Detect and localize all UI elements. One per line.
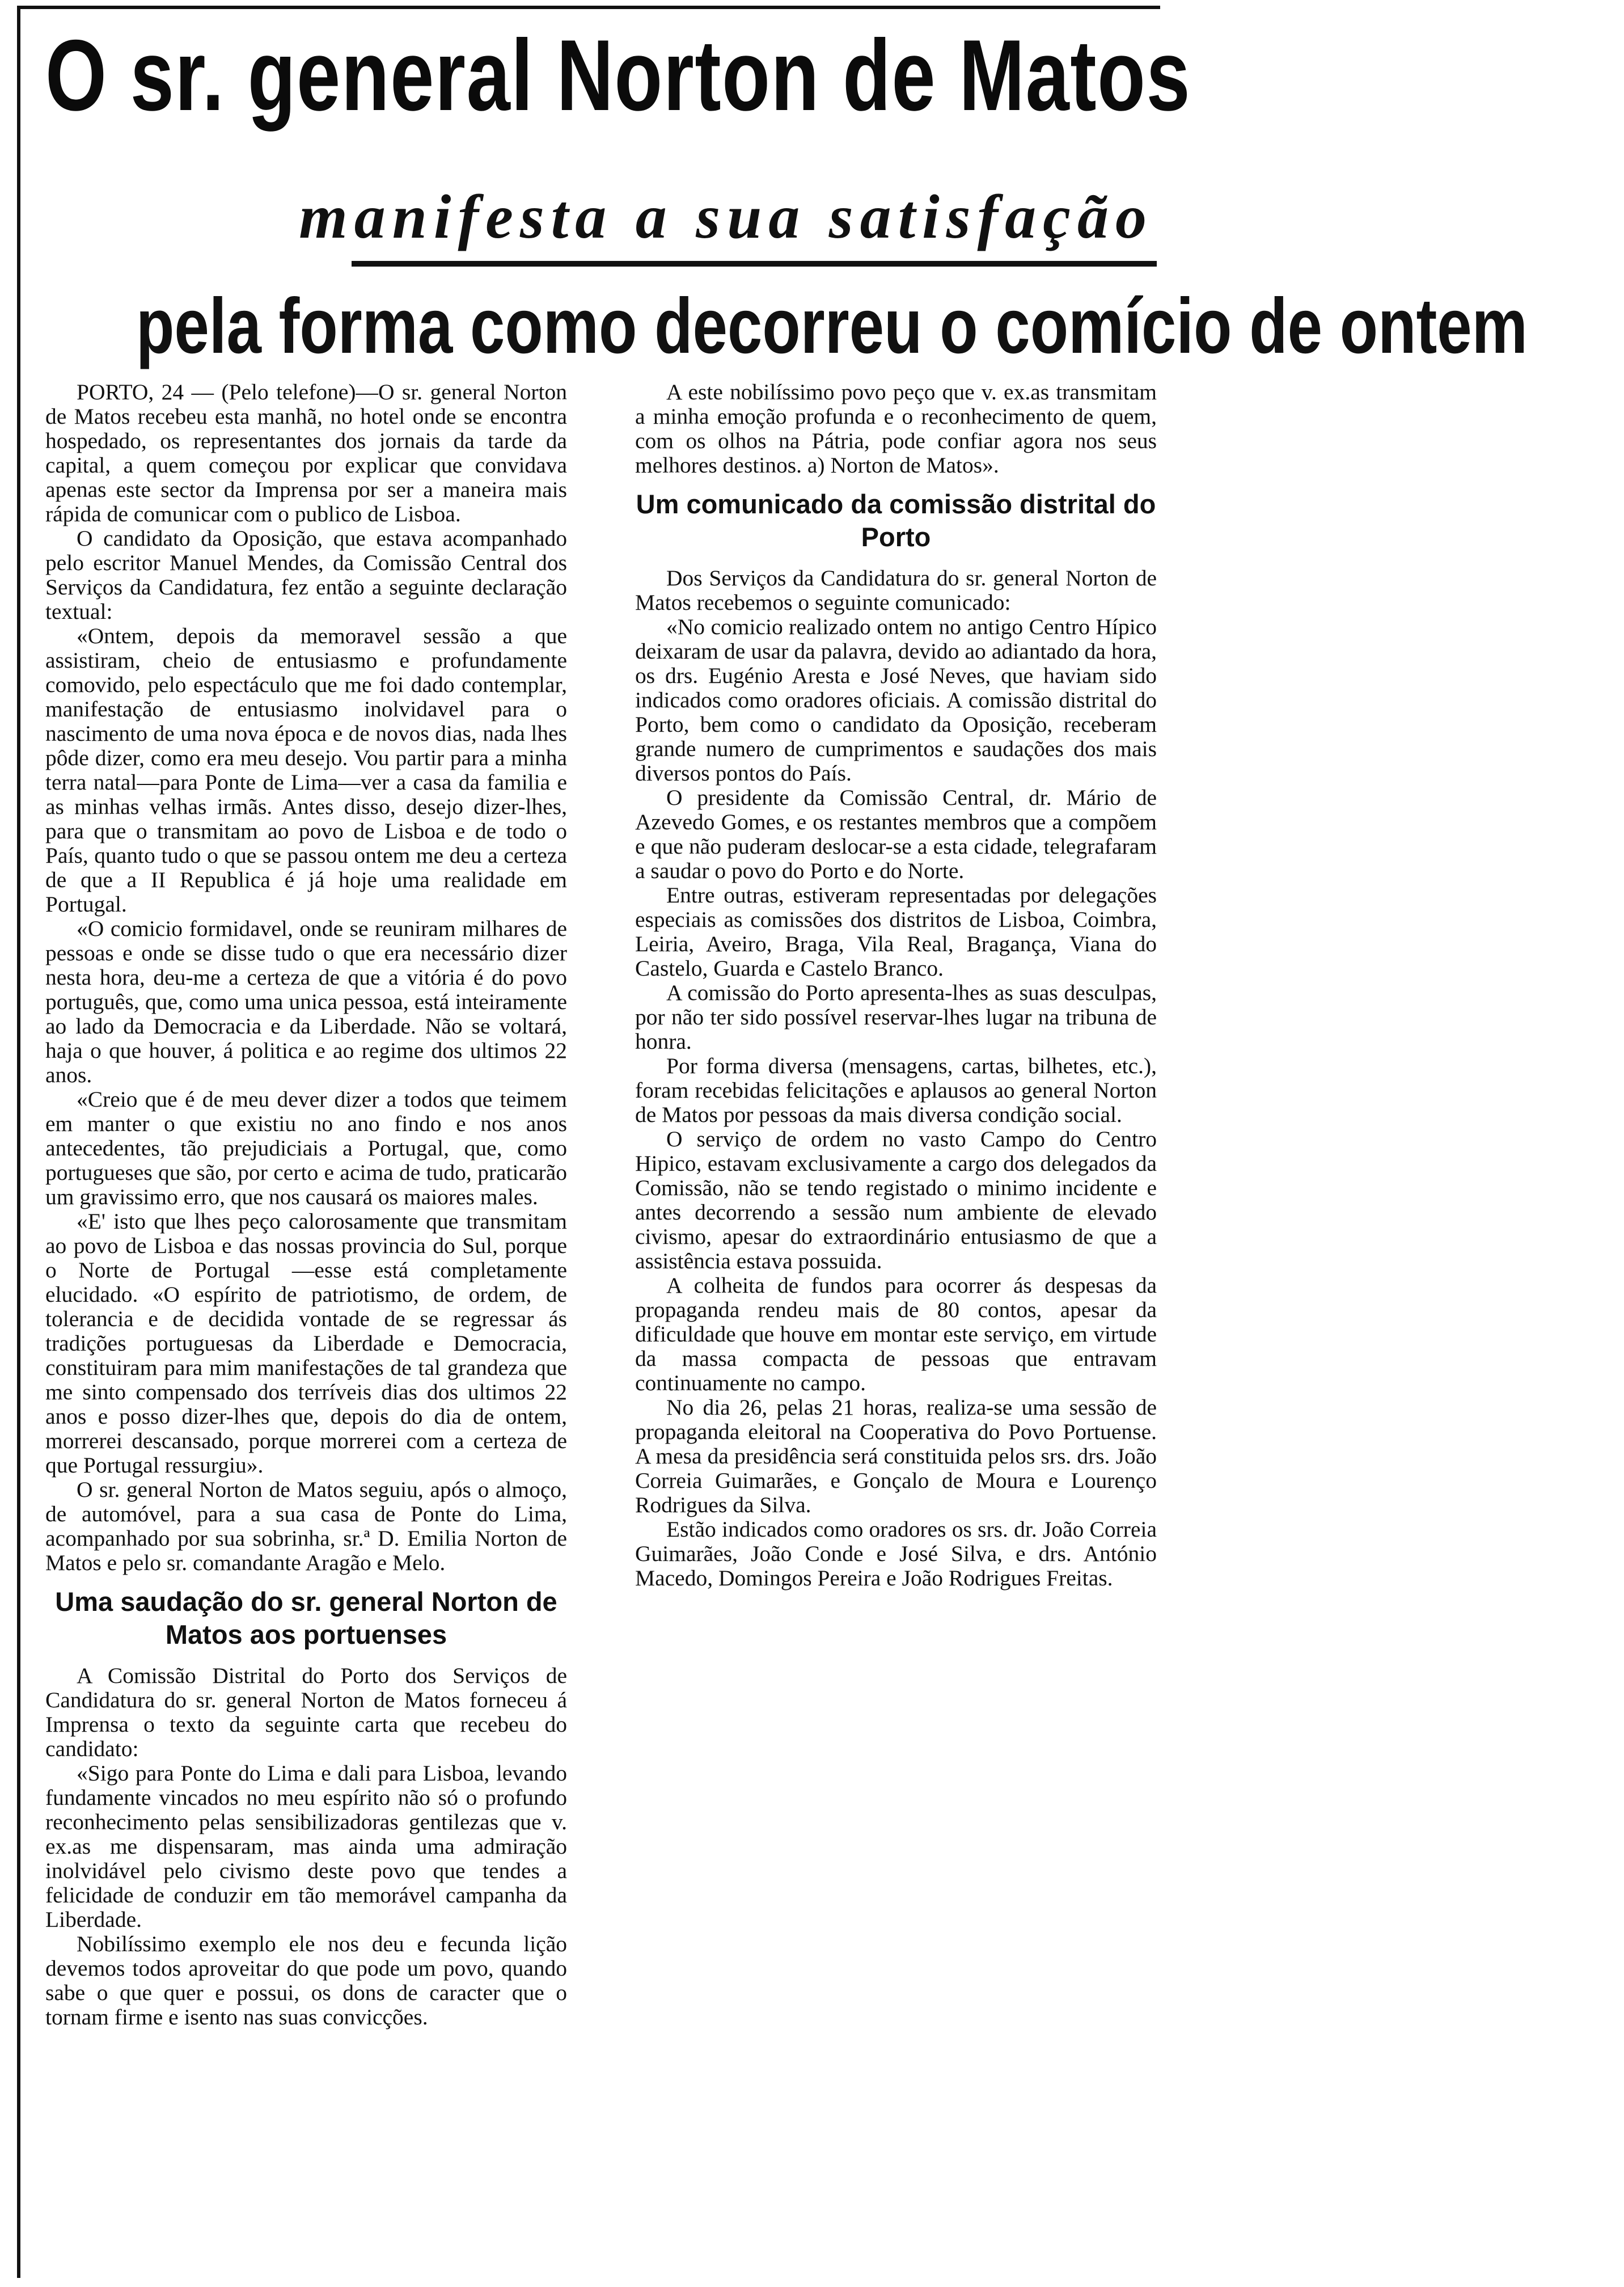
- headline: O sr. general Norton de Matos: [45, 19, 1191, 132]
- paragraph: O serviço de ordem no vasto Campo do Centro Hipico, estavam exclusivamente a cargo dos delegados da Comissão, não se tendo registado o minimo incidente e antes decorrendo a sessão num ambiente de elevado civismo, apesar do extraordinário entusiasmo de que a assistência estava possuida.: [635, 1126, 1157, 1273]
- paragraph: O sr. general Norton de Matos seguiu, após o almoço, de automóvel, para a sua casa de Ponte do Lima, acompanhado por sua sobrinha, sr.ª D. Emilia Norton de Matos e pelo sr. comandante Aragão e Melo.: [45, 1477, 567, 1575]
- paragraph: Por forma diversa (mensagens, cartas, bilhetes, etc.), foram recebidas felicitações e aplausos ao general Norton de Matos por pessoas da mais diversa condição social.: [635, 1053, 1157, 1127]
- paragraph: O presidente da Comissão Central, dr. Mário de Azevedo Gomes, e os restantes membros que a compõem e que não puderam deslocar-se a esta cidade, telegrafaram a saudar o povo do Porto e do Norte.: [635, 785, 1157, 883]
- paragraph: No dia 26, pelas 21 horas, realiza-se uma sessão de propaganda eleitoral na Cooperativa do Povo Portuense. A mesa da presidência será constituida pelos srs. drs. João Correia Guimarães, e Gonçalo de Moura e Lourenço Rodrigues da Silva.: [635, 1395, 1157, 1517]
- left-column: [45, 380, 567, 2029]
- paragraph: Entre outras, estiveram representadas por delegações especiais as comissões dos distritos de Lisboa, Coimbra, Leiria, Aveiro, Braga, Vila Real, Bragança, Viana do Castelo, Guarda e Castelo Branco.: [635, 883, 1157, 981]
- paragraph: A colheita de fundos para ocorrer ás despesas da propaganda rendeu mais de 80 contos, apesar da dificuldade que houve em montar este serviço, em virtude da massa compacta de pessoas que entravam continuamente no campo.: [635, 1273, 1157, 1395]
- section-heading: Um comunicado da comissão distrital do Porto: [636, 489, 1156, 552]
- paragraph: O candidato da Oposição, que estava acompanhado pelo escritor Manuel Mendes, da Comissão Central dos Serviços da Candidatura, fez então a seguinte declaração textual:: [45, 526, 567, 624]
- paragraph: A comissão do Porto apresenta-lhes as suas desculpas, por não ter sido possível reservar-lhes lugar na tribuna de honra.: [635, 980, 1157, 1054]
- paragraph: «Creio que é de meu dever dizer a todos que teimem em manter o que existiu no ano findo e nos anos antecedentes, tão prejudiciais a Portugal, que, como portugueses que são, por certo e acima de tudo, praticarão um gravissimo erro, que nos causará os maiores males.: [45, 1087, 567, 1209]
- section-heading: Uma saudação do sr. general Norton de Matos aos portuenses: [55, 1586, 557, 1649]
- deck: pela forma como decorreu o comício de ontem: [136, 282, 1528, 370]
- paragraph: «O comicio formidavel, onde se reuniram milhares de pessoas e onde se disse tudo o que era necessário dizer nesta hora, deu-me a certeza de que a vitória é do povo português, que, como uma unica pessoa, está inteiramente ao lado da Democracia e da Liberdade. Não se voltará, haja o que houver, á politica e ao regime dos ultimos 22 anos.: [45, 916, 567, 1087]
- paragraph: «E' isto que lhes peço calorosamente que transmitam ao povo de Lisboa e das nossas provincia do Sul, porque o Norte de Portugal —esse está completamente elucidado. «O espírito de patriotismo, de ordem, de tolerancia e de decidida vontade de se regressar ás tradições portuguesas da Liberdade e Democracia, constituiram para mim manifestações de tal grandeza que me sinto compensado dos terríveis dias dos ultimos 22 anos e posso dizer-lhes que, depois do dia de ontem, morrerei descansado, porque morrerei com a certeza de que Portugal ressurgiu».: [45, 1209, 567, 1478]
- paragraph: Nobilíssimo exemplo ele nos deu e fecunda lição devemos todos aproveitar do que pode um povo, quando sabe o que quer e possui, os dons de caracter que o tornam firme e isento nas suas convicções.: [45, 1931, 567, 2029]
- paragraph: «Ontem, depois da memoravel sessão a que assistiram, cheio de entusiasmo e profundamente comovido, pelo espectáculo que me foi dado contemplar, manifestação de entusiasmo inolvidavel para o nascimento de uma nova época e de novos dias, nada lhes pôde dizer, como era meu desejo. Vou partir para a minha terra natal—para Ponte de Lima—ver a casa da familia e as minhas velhas irmãs. Antes disso, desejo dizer-lhes, para que o transmitam ao povo de Lisboa e de todo o País, quanto tudo o que se passou ontem me deu a certeza de que a II Republica é já hoje uma realidade em Portugal.: [45, 623, 567, 917]
- headline-rule: [352, 261, 1157, 267]
- subheadline: manifesta a sua satisfação: [299, 182, 1153, 251]
- paragraph: «No comicio realizado ontem no antigo Centro Hípico deixaram de usar da palavra, devido ao adiantado da hora, os drs. Eugénio Aresta e José Neves, que haviam sido indicados como oradores oficiais. A comissão distrital do Porto, bem como o candidato da Oposição, receberam grande numero de cumprimentos e saudações dos mais diversos pontos do País.: [635, 614, 1157, 786]
- paragraph: Dos Serviços da Candidatura do sr. general Norton de Matos recebemos o seguinte comunicado:: [635, 566, 1157, 615]
- paragraph: Estão indicados como oradores os srs. dr. João Correia Guimarães, João Conde e José Silva, e drs. António Macedo, Domingos Pereira e João Rodrigues Freitas.: [635, 1517, 1157, 1590]
- right-column: [635, 380, 1157, 1590]
- paragraph: «Sigo para Ponte do Lima e dali para Lisboa, levando fundamente vincados no meu espírito não só o profundo reconhecimento pelas sensibilizadoras gentilezas que v. ex.as me dispensaram, mas ainda uma admiração inolvidável pelo civismo deste povo que tendes a felicidade de conduzir em tão memorável campanha da Liberdade.: [45, 1761, 567, 1932]
- paragraph: PORTO, 24 — (Pelo telefone)—O sr. general Norton de Matos recebeu esta manhã, no hotel onde se encontra hospedado, os representantes dos jornais da tarde da capital, a quem começou por explicar que convidava apenas este sector da Imprensa por ser a maneira mais rápida de comunicar com o publico de Lisboa.: [45, 379, 567, 526]
- paragraph: A Comissão Distrital do Porto dos Serviços de Candidatura do sr. general Norton de Matos forneceu á Imprensa o texto da seguinte carta que recebeu do candidato:: [45, 1663, 567, 1761]
- paragraph: A este nobilíssimo povo peço que v. ex.as transmitam a minha emoção profunda e o reconhecimento de quem, com os olhos na Pátria, pode confiar agora nos seus melhores destinos. a) Norton de Matos».: [635, 379, 1157, 478]
